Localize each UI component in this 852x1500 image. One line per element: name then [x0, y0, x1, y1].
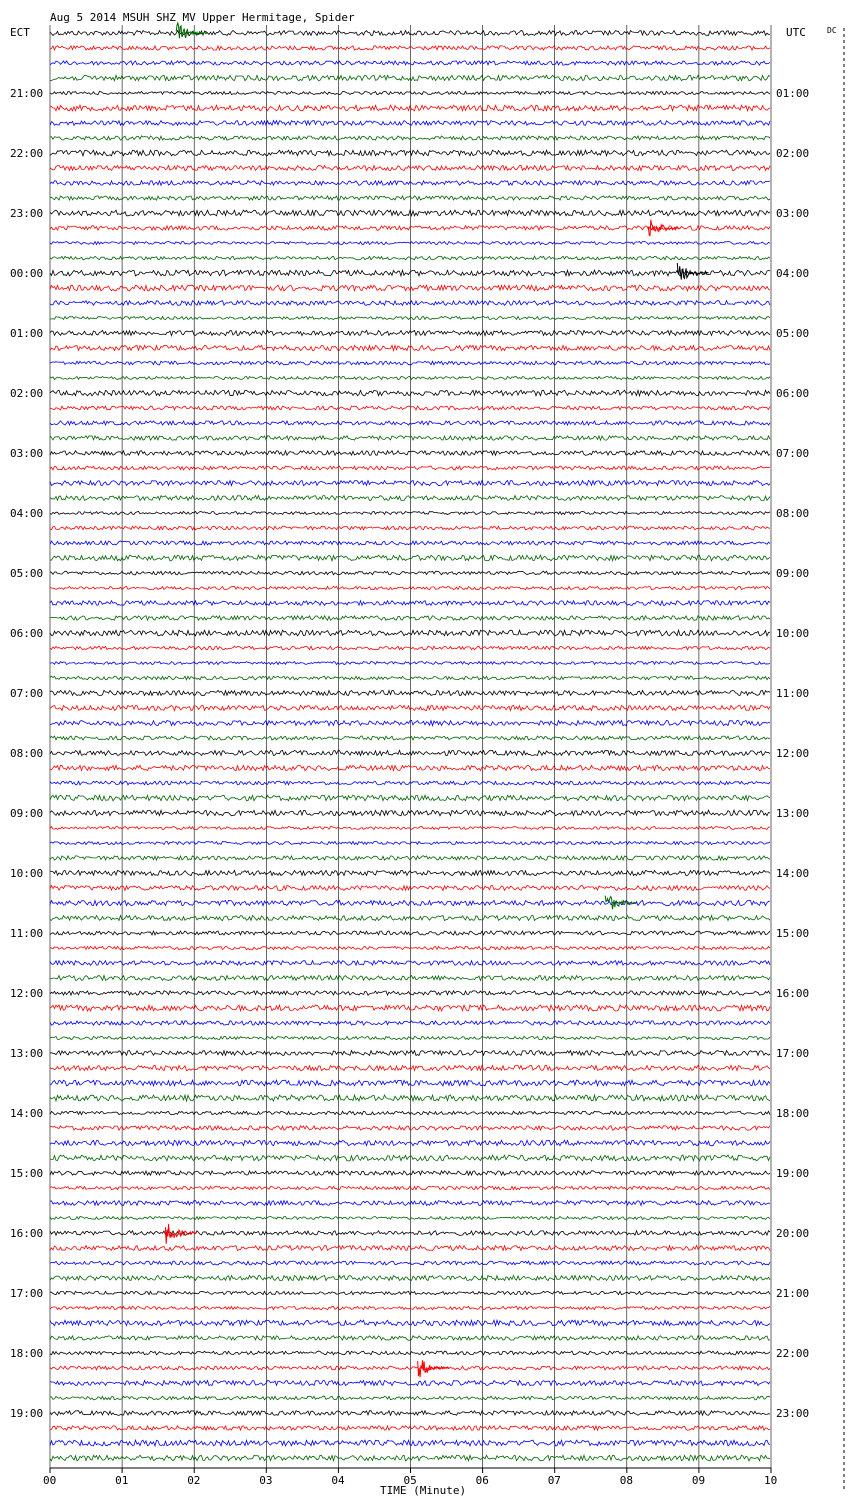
trace-row: [50, 841, 770, 844]
right-hour-label: 10:00: [776, 627, 810, 640]
left-hour-label: 04:00: [10, 507, 44, 520]
trace-row: [50, 1201, 770, 1206]
right-hour-label: 03:00: [776, 207, 810, 220]
trace-row: [50, 886, 770, 891]
trace-row: [50, 1217, 770, 1220]
left-hour-label: 00:00: [10, 267, 44, 280]
trace-row: [50, 196, 770, 200]
trace-row: [50, 1231, 770, 1236]
trace-row: [50, 1261, 770, 1265]
event-burst: [677, 263, 708, 280]
trace-row: [50, 317, 770, 320]
left-hour-label: 06:00: [10, 627, 44, 640]
x-tick-label: 07: [547, 1474, 561, 1487]
left-hour-labels: [10, 87, 43, 1420]
trace-row: [50, 1140, 770, 1145]
x-tick-label: 00: [43, 1474, 57, 1487]
right-hour-label: 16:00: [776, 987, 810, 1000]
trace-row: [50, 121, 770, 126]
trace-row: [50, 781, 770, 785]
trace-row: [50, 91, 770, 94]
left-hour-label: 17:00: [10, 1287, 44, 1300]
right-hour-label: 01:00: [776, 87, 810, 100]
trace-row: [50, 1291, 770, 1294]
trace-row: [50, 1171, 770, 1175]
trace-row: [50, 165, 770, 170]
right-hour-label: 23:00: [776, 1407, 810, 1420]
trace-row: [50, 991, 770, 995]
left-hour-label: 11:00: [10, 927, 44, 940]
trace-row: [50, 1455, 770, 1461]
trace-row: [50, 451, 770, 456]
trace-row: [50, 870, 770, 875]
trace-row: [50, 705, 770, 710]
trace-row: [50, 1126, 770, 1131]
trace-row: [50, 421, 770, 425]
trace-row: [50, 720, 770, 725]
trace-row: [50, 900, 770, 905]
trace-row: [50, 136, 770, 140]
trace-row: [50, 150, 770, 156]
trace-row: [50, 1005, 770, 1011]
trace-row: [50, 436, 770, 440]
left-hour-label: 14:00: [10, 1107, 44, 1120]
trace-row: [50, 361, 770, 365]
right-hour-label: 15:00: [776, 927, 810, 940]
trace-row: [50, 31, 770, 36]
trace-row: [50, 61, 770, 65]
right-hour-label: 18:00: [776, 1107, 810, 1120]
trace-row: [50, 1426, 770, 1430]
trace-row: [50, 1095, 770, 1101]
trace-row: [50, 376, 770, 379]
right-hour-label: 20:00: [776, 1227, 810, 1240]
left-hour-label: 05:00: [10, 567, 44, 580]
x-tick-label: 08: [619, 1474, 634, 1487]
x-axis-label: TIME (Minute): [380, 1484, 467, 1497]
right-hour-label: 21:00: [776, 1287, 810, 1300]
x-tick-label: 04: [331, 1474, 345, 1487]
trace-row: [50, 181, 770, 186]
trace-row: [50, 210, 770, 216]
x-tick-label: 03: [259, 1474, 273, 1487]
trace-row: [50, 827, 770, 830]
right-hour-label: 09:00: [776, 567, 810, 580]
event-burst: [418, 1360, 449, 1377]
right-hour-label: 12:00: [776, 747, 810, 760]
trace-row: [50, 466, 770, 470]
left-hour-label: 19:00: [10, 1407, 44, 1420]
right-hour-label: 19:00: [776, 1167, 810, 1180]
left-hour-label: 12:00: [10, 987, 44, 1000]
trace-row: [50, 1396, 770, 1400]
trace-row: [50, 480, 770, 485]
trace-row: [50, 1411, 770, 1416]
grid-lines: [50, 25, 771, 1468]
event-burst: [648, 220, 679, 236]
left-timezone-label: ECT: [10, 26, 30, 39]
trace-row: [50, 75, 770, 80]
trace-row: [50, 1051, 770, 1056]
right-hour-label: 17:00: [776, 1047, 810, 1060]
trace-row: [50, 330, 770, 335]
left-hour-label: 03:00: [10, 447, 44, 460]
trace-row: [50, 630, 770, 636]
x-tick-label: 10: [764, 1474, 778, 1487]
trace-row: [50, 765, 770, 770]
left-hour-label: 08:00: [10, 747, 44, 760]
trace-row: [50, 345, 770, 350]
trace-row: [50, 946, 770, 949]
left-hour-label: 21:00: [10, 87, 44, 100]
right-hour-label: 06:00: [776, 387, 810, 400]
right-hour-label: 02:00: [776, 147, 810, 160]
trace-row: [50, 856, 770, 860]
trace-row: [50, 270, 770, 276]
trace-row: [50, 795, 770, 801]
trace-row: [50, 541, 770, 545]
x-tick-label: 09: [691, 1474, 706, 1487]
trace-row: [50, 810, 770, 816]
trace-row: [50, 285, 770, 291]
event-burst: [176, 23, 207, 38]
trace-row: [50, 601, 770, 606]
trace-row: [50, 46, 770, 50]
trace-row: [50, 690, 770, 695]
right-hour-labels: [776, 87, 809, 1420]
trace-row: [50, 105, 770, 111]
trace-row: [50, 736, 770, 740]
trace-row: [50, 1246, 770, 1251]
x-tick-label: 05: [403, 1474, 417, 1487]
left-hour-label: 18:00: [10, 1347, 44, 1360]
trace-row: [50, 1336, 770, 1340]
trace-row: [50, 301, 770, 306]
trace-row: [50, 1111, 770, 1114]
trace-row: [50, 661, 770, 664]
trace-row: [50, 976, 770, 981]
trace-row: [50, 1036, 770, 1039]
x-tick-label: 01: [115, 1474, 129, 1487]
trace-row: [50, 496, 770, 501]
left-hour-label: 16:00: [10, 1227, 44, 1240]
trace-row: [50, 390, 770, 396]
left-hour-label: 07:00: [10, 687, 44, 700]
trace-row: [50, 242, 770, 245]
trace-row: [50, 616, 770, 620]
right-hour-label: 04:00: [776, 267, 810, 280]
right-hour-label: 07:00: [776, 447, 810, 460]
trace-row: [50, 1186, 770, 1190]
right-hour-label: 05:00: [776, 327, 810, 340]
trace-row: [50, 555, 770, 561]
right-hour-label: 08:00: [776, 507, 810, 520]
left-hour-label: 13:00: [10, 1047, 44, 1060]
right-hour-label: 13:00: [776, 807, 810, 820]
trace-row: [50, 1306, 770, 1309]
trace-row: [50, 1021, 770, 1025]
right-hour-label: 11:00: [776, 687, 810, 700]
left-hour-label: 22:00: [10, 147, 44, 160]
right-hour-label: 22:00: [776, 1347, 810, 1360]
left-hour-label: 10:00: [10, 867, 44, 880]
trace-row: [50, 1080, 770, 1086]
trace-row: [50, 512, 770, 515]
trace-row: [50, 1351, 770, 1355]
left-hour-label: 15:00: [10, 1167, 44, 1180]
left-hour-label: 09:00: [10, 807, 44, 820]
trace-rows: [50, 31, 770, 1461]
x-tick-label: 02: [187, 1474, 201, 1487]
trace-row: [50, 1366, 770, 1370]
right-timezone-label: UTC: [786, 26, 806, 39]
left-hour-label: 23:00: [10, 207, 44, 220]
left-hour-label: 02:00: [10, 387, 44, 400]
trace-row: [50, 931, 770, 935]
trace-row: [50, 1381, 770, 1386]
trace-row: [50, 1440, 770, 1446]
trace-row: [50, 676, 770, 680]
trace-row: [50, 571, 770, 575]
dc-label: DC: [827, 26, 837, 35]
trace-row: [50, 961, 770, 966]
trace-row: [50, 1155, 770, 1161]
trace-row: [50, 1320, 770, 1326]
trace-row: [50, 646, 770, 650]
trace-row: [50, 526, 770, 530]
trace-row: [50, 750, 770, 755]
trace-row: [50, 406, 770, 410]
left-hour-label: 01:00: [10, 327, 44, 340]
trace-row: [50, 256, 770, 260]
trace-row: [50, 1276, 770, 1281]
x-tick-label: 06: [475, 1474, 489, 1487]
right-hour-label: 14:00: [776, 867, 810, 880]
trace-row: [50, 916, 770, 921]
trace-row: [50, 586, 770, 589]
trace-row: [50, 1065, 770, 1070]
chart-title: Aug 5 2014 MSUH SHZ MV Upper Hermitage, Spider: [50, 11, 355, 24]
